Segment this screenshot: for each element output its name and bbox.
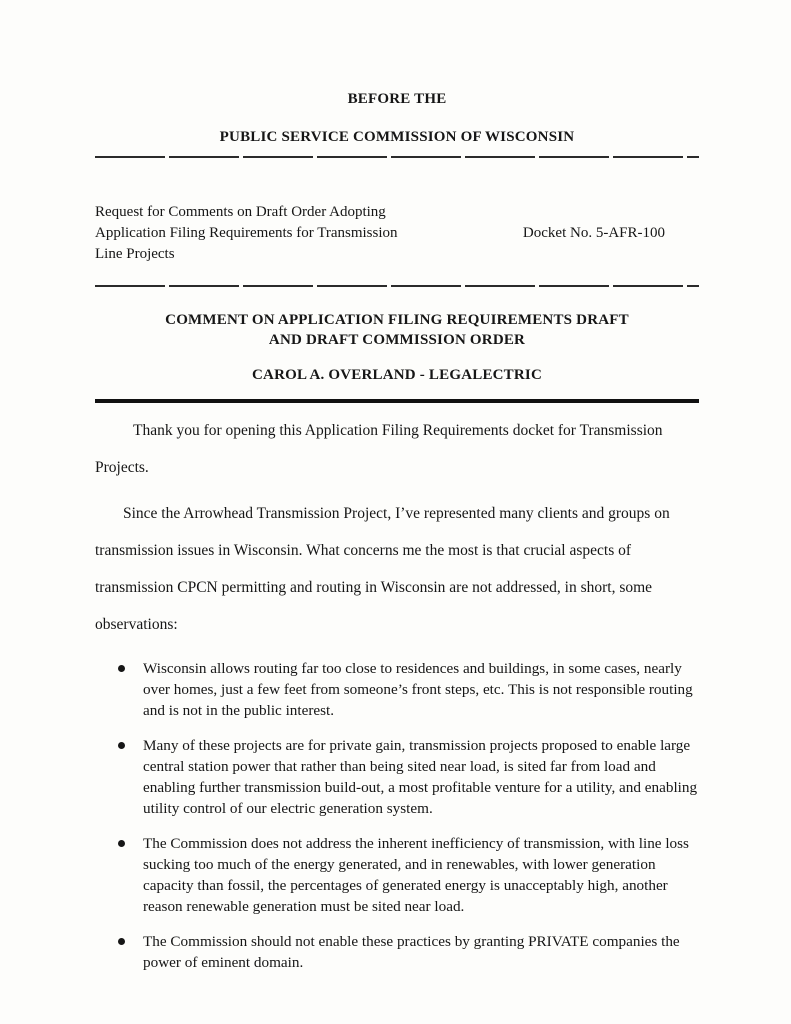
paragraph-line: Projects.: [95, 459, 149, 476]
bullet-icon: [118, 840, 125, 847]
divider-thick: [95, 399, 699, 403]
paragraph-line: Thank you for opening this Application Filing Requirements docket for Transmission: [133, 422, 663, 439]
divider-middle: [95, 285, 699, 287]
list-item-text: The Commission does not address the inherent inefficiency of transmission, with line loss sucking too much of the energy generated, and in renewables, with lower generation capacity than fossil, the percentages of generated energy is unacceptably high, another reason renewable generation must be sited near load.: [143, 835, 689, 915]
paragraph-line: observations:: [95, 616, 178, 633]
court-header-line1: BEFORE THE: [347, 91, 447, 107]
caption-matter-line: Request for Comments on Draft Order Adopting: [95, 204, 386, 220]
observations-list: [95, 658, 699, 973]
paragraph-2: [95, 495, 699, 643]
caption-matter-line: Application Filing Requirements for Transmission: [95, 225, 398, 241]
list-item-text: Many of these projects are for private gain, transmission projects proposed to enable large central station power that rather than being sited near load, is sited far from load and enabling further transmission build-out, a most profitable venture for a utility, and enabling utility control of our electric generation system.: [143, 737, 698, 817]
paragraph-line: transmission CPCN permitting and routing in Wisconsin are not addressed, in short, some: [95, 579, 653, 596]
docket-number: Docket No. 5-AFR-100: [522, 225, 665, 241]
list-item: [143, 833, 699, 917]
bullet-icon: [118, 742, 125, 749]
list-item-text: The Commission should not enable these practices by granting PRIVATE companies the power of eminent domain.: [143, 933, 680, 971]
caption-block: [95, 202, 699, 265]
document-author: CAROL A. OVERLAND - LEGALECTRIC: [252, 367, 542, 383]
caption-matter: [95, 202, 515, 265]
bullet-icon: [118, 938, 125, 945]
list-item: [143, 931, 699, 973]
divider-top: [95, 156, 699, 158]
document-title: [95, 310, 699, 350]
list-item: [143, 658, 699, 721]
document-title-line2: AND DRAFT COMMISSION ORDER: [268, 332, 526, 348]
list-item: [143, 735, 699, 819]
paragraph-line: transmission issues in Wisconsin. What concerns me the most is that crucial aspects of: [95, 542, 632, 559]
document-title-line1: COMMENT ON APPLICATION FILING REQUIREMENTS DRAFT: [165, 312, 629, 328]
bullet-icon: [118, 665, 125, 672]
paragraph-line: Since the Arrowhead Transmission Project, I’ve represented many clients and groups on: [123, 505, 670, 522]
court-header-line2: PUBLIC SERVICE COMMISSION OF WISCONSIN: [219, 129, 575, 145]
paragraph-1: [95, 412, 699, 486]
list-item-text: Wisconsin allows routing far too close to residences and buildings, in some cases, nearly over homes, just a few feet from someone’s front steps, etc. This is not responsible routing and is not in the public interest.: [143, 660, 693, 719]
caption-matter-line: Line Projects: [95, 246, 175, 262]
